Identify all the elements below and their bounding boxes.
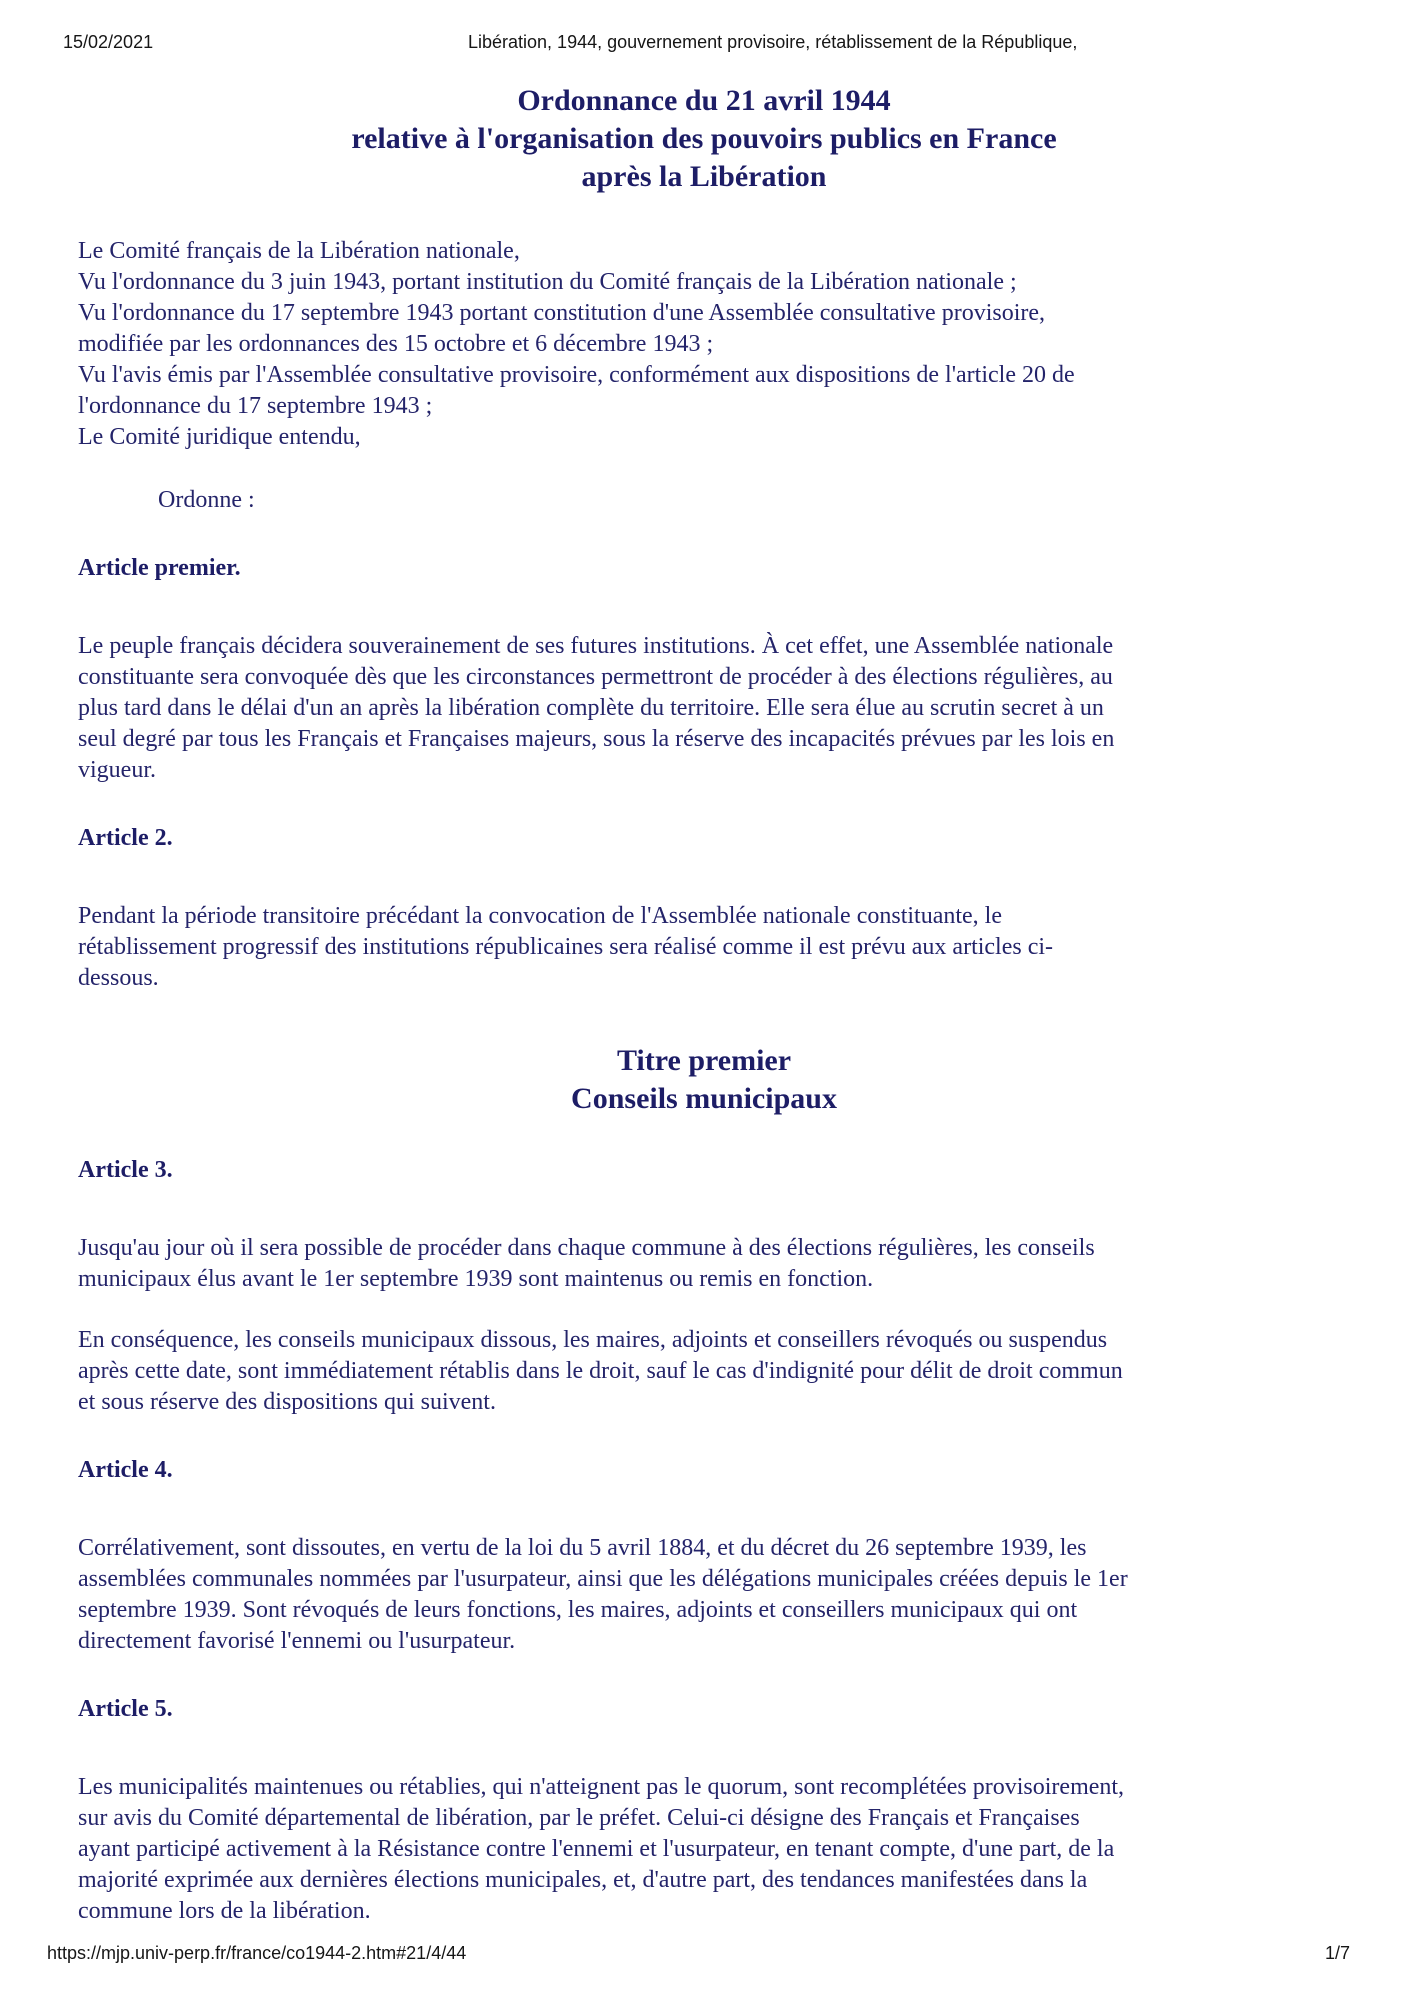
preamble-line: Vu l'avis émis par l'Assemblée consultative provisoire, conformément aux dispositions de l'article 20 de (78, 362, 1075, 388)
paragraph-line: rétablissement progressif des institutions républicaines sera réalisé comme il est prévu aux articles ci- (78, 934, 1054, 960)
paragraph-line: septembre 1939. Sont révoqués de leurs fonctions, les maires, adjoints et conseillers municipaux qui ont (78, 1597, 1078, 1623)
preamble (78, 236, 1330, 453)
preamble-line: Le Comité français de la Libération nationale, (78, 238, 520, 264)
paragraph-line: assemblées communales nommées par l'usurpateur, ainsi que les délégations municipales créées depuis le 1er (78, 1566, 1128, 1592)
article-5-paragraph (78, 1772, 1330, 1927)
paragraph-line: majorité exprimée aux dernières élections municipales, et, d'autre part, des tendances manifestées dans la (78, 1867, 1088, 1893)
paragraph-line: après cette date, sont immédiatement rétablis dans le droit, sauf le cas d'indignité pour délit de droit commun (78, 1358, 1123, 1384)
paragraph-line: directement favorisé l'ennemi ou l'usurpateur. (78, 1628, 516, 1654)
paragraph-line: municipaux élus avant le 1er septembre 1939 sont maintenus ou remis en fonction. (78, 1266, 874, 1292)
paragraph-line: commune lors de la libération. (78, 1898, 371, 1924)
paragraph-line: plus tard dans le délai d'un an après la libération complète du territoire. Elle sera élue au scrutin secret à un (78, 695, 1104, 721)
print-header-title: Libération, 1944, gouvernement provisoire, rétablissement de la République, (468, 32, 1078, 52)
article-2-paragraph (78, 901, 1330, 994)
paragraph-line: vigueur. (78, 757, 156, 783)
paragraph-line: ayant participé activement à la Résistance contre l'ennemi et l'usurpateur, en tenant compte, d'une part, de la (78, 1836, 1115, 1862)
print-header (0, 31, 1414, 53)
article-4-paragraph (78, 1533, 1330, 1657)
article-1-heading: Article premier. (78, 555, 241, 581)
paragraph-line: Corrélativement, sont dissoutes, en vertu de la loi du 5 avril 1884, et du décret du 26 septembre 1939, les (78, 1535, 1087, 1561)
paragraph-line: Pendant la période transitoire précédant la convocation de l'Assemblée nationale constituante, le (78, 903, 1002, 929)
paragraph-line: Les municipalités maintenues ou rétablies, qui n'atteignent pas le quorum, sont recomplétées provisoirement, (78, 1774, 1125, 1800)
article-3-heading: Article 3. (78, 1157, 173, 1183)
document-title-line: Ordonnance du 21 avril 1944 (517, 84, 891, 117)
ordonne-line: Ordonne : (158, 487, 255, 513)
preamble-line: Vu l'ordonnance du 3 juin 1943, portant institution du Comité français de la Libération nationale ; (78, 269, 1017, 295)
article-3-paragraph-1 (78, 1233, 1330, 1295)
preamble-line: modifiée par les ordonnances des 15 octobre et 6 décembre 1943 ; (78, 331, 714, 357)
paragraph-line: dessous. (78, 965, 159, 991)
paragraph-line: Le peuple français décidera souverainement de ses futures institutions. À cet effet, une Assemblée nationale (78, 633, 1114, 659)
print-footer (0, 1942, 1414, 1964)
document-title-line: relative à l'organisation des pouvoirs publics en France (351, 122, 1057, 155)
paragraph-line: sur avis du Comité départemental de libération, par le préfet. Celui-ci désigne des Français et Françaises (78, 1805, 1080, 1831)
article-5-heading: Article 5. (78, 1696, 173, 1722)
preamble-line: l'ordonnance du 17 septembre 1943 ; (78, 393, 433, 419)
paragraph-line: En conséquence, les conseils municipaux dissous, les maires, adjoints et conseillers révoqués ou suspendus (78, 1327, 1108, 1353)
paragraph-line: constituante sera convoquée dès que les circonstances permettront de procéder à des élections régulières, au (78, 664, 1113, 690)
article-2-heading: Article 2. (78, 825, 173, 851)
titre-premier-heading (78, 1042, 1330, 1118)
print-footer-url: https://mjp.univ-perp.fr/france/co1944-2.htm#21/4/44 (47, 1943, 467, 1963)
article-4-heading: Article 4. (78, 1457, 173, 1483)
titre-heading-line: Titre premier (616, 1044, 792, 1077)
document-title (78, 82, 1330, 196)
paragraph-line: Jusqu'au jour où il sera possible de procéder dans chaque commune à des élections régulières, les conseils (78, 1235, 1095, 1261)
article-3-paragraph-2 (78, 1325, 1330, 1418)
titre-heading-line: Conseils municipaux (571, 1082, 837, 1115)
paragraph-line: et sous réserve des dispositions qui suivent. (78, 1389, 496, 1415)
preamble-line: Vu l'ordonnance du 17 septembre 1943 portant constitution d'une Assemblée consultative provisoire, (78, 300, 1046, 326)
print-header-date: 15/02/2021 (63, 32, 154, 52)
document-title-line: après la Libération (581, 160, 827, 193)
print-footer-page-number: 1/7 (1324, 1943, 1350, 1963)
preamble-line: Le Comité juridique entendu, (78, 424, 361, 450)
paragraph-line: seul degré par tous les Français et Françaises majeurs, sous la réserve des incapacités prévues par les lois en (78, 726, 1115, 752)
article-1-paragraph (78, 631, 1330, 786)
